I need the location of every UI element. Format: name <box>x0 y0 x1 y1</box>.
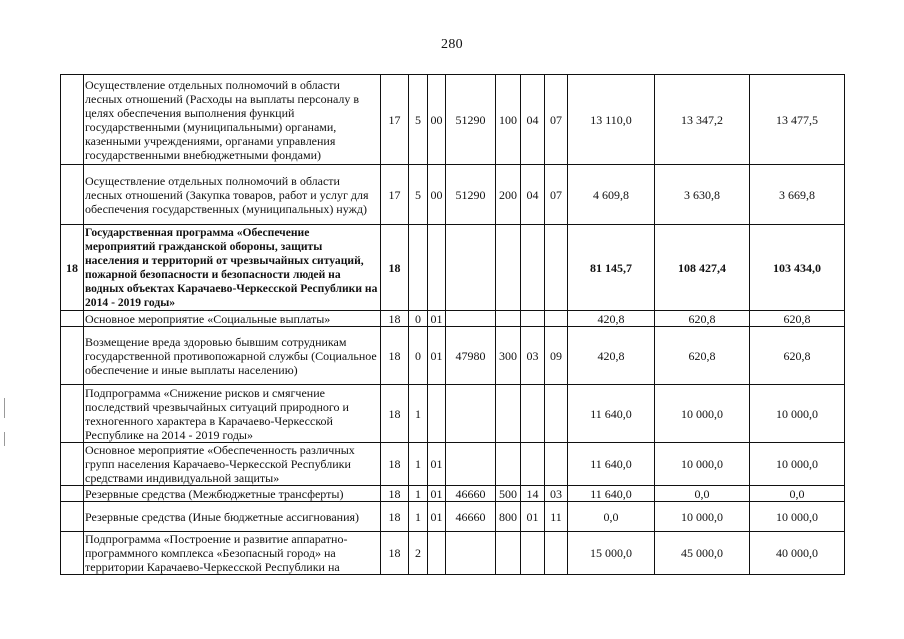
amount-2019-cell: 3 669,8 <box>750 165 845 225</box>
subsection-cell: 07 <box>545 165 568 225</box>
amount-2017-cell: 11 640,0 <box>568 486 655 502</box>
program-name-cell: Резервные средства (Иные бюджетные ассигнования) <box>84 502 381 532</box>
subsection-cell <box>545 532 568 575</box>
subsection-cell: 07 <box>545 75 568 165</box>
amount-2017-cell: 11 640,0 <box>568 443 655 486</box>
subprogram-code-cell: 5 <box>409 165 428 225</box>
row-number-cell <box>61 311 84 327</box>
amount-2018-cell: 620,8 <box>655 327 750 385</box>
row-number-cell <box>61 443 84 486</box>
subsection-cell <box>545 311 568 327</box>
subprogram-code-cell: 5 <box>409 75 428 165</box>
amount-2018-cell: 45 000,0 <box>655 532 750 575</box>
amount-2019-cell: 620,8 <box>750 311 845 327</box>
section-cell <box>521 532 545 575</box>
subsection-cell: 11 <box>545 502 568 532</box>
subsection-cell <box>545 225 568 311</box>
amount-2019-cell: 620,8 <box>750 327 845 385</box>
main-activity-code-cell: 01 <box>428 502 446 532</box>
program-name-cell: Осуществление отдельных полномочий в области лесных отношений (Закупка товаров, работ и услуг для обеспечения государственных (муниципальных) нужд) <box>84 165 381 225</box>
program-code-cell: 18 <box>381 532 409 575</box>
section-cell <box>521 225 545 311</box>
expense-type-cell <box>496 311 521 327</box>
amount-2017-cell: 420,8 <box>568 327 655 385</box>
amount-2019-cell: 10 000,0 <box>750 443 845 486</box>
row-number-cell <box>61 385 84 443</box>
section-cell: 01 <box>521 502 545 532</box>
table-row <box>61 311 845 327</box>
main-activity-code-cell: 01 <box>428 486 446 502</box>
main-activity-code-cell: 01 <box>428 311 446 327</box>
amount-2018-cell: 3 630,8 <box>655 165 750 225</box>
program-code-cell: 17 <box>381 165 409 225</box>
amount-2019-cell: 103 434,0 <box>750 225 845 311</box>
main-activity-code-cell: 01 <box>428 443 446 486</box>
amount-2017-cell: 420,8 <box>568 311 655 327</box>
program-name-cell: Возмещение вреда здоровью бывшим сотрудникам государственной противопожарной службы (Социальное обеспечение и иные выплаты населению) <box>84 327 381 385</box>
table-row <box>61 327 845 385</box>
amount-2019-cell: 10 000,0 <box>750 385 845 443</box>
table-row <box>61 532 845 575</box>
direction-code-cell: 51290 <box>446 165 496 225</box>
expense-type-cell <box>496 225 521 311</box>
subprogram-code-cell: 1 <box>409 385 428 443</box>
table-row <box>61 75 845 165</box>
direction-code-cell <box>446 385 496 443</box>
row-number-cell <box>61 165 84 225</box>
expense-type-cell: 500 <box>496 486 521 502</box>
main-activity-code-cell: 00 <box>428 75 446 165</box>
table-row <box>61 502 845 532</box>
table-row <box>61 385 845 443</box>
subprogram-code-cell: 1 <box>409 486 428 502</box>
amount-2018-cell: 10 000,0 <box>655 443 750 486</box>
table-row <box>61 165 845 225</box>
expense-type-cell: 200 <box>496 165 521 225</box>
program-code-cell: 18 <box>381 443 409 486</box>
table-row <box>61 443 845 486</box>
program-name-cell: Резервные средства (Межбюджетные трансферты) <box>84 486 381 502</box>
table-body <box>61 75 845 575</box>
amount-2019-cell: 40 000,0 <box>750 532 845 575</box>
subprogram-code-cell: 2 <box>409 532 428 575</box>
amount-2019-cell: 0,0 <box>750 486 845 502</box>
budget-table <box>60 74 845 575</box>
subprogram-code-cell: 0 <box>409 311 428 327</box>
section-cell: 03 <box>521 327 545 385</box>
program-name-cell: Подпрограмма «Снижение рисков и смягчение последствий чрезвычайных ситуаций природного и техногенного характера в Карачаево-Черкесской Республике на 2014 - 2019 годы» <box>84 385 381 443</box>
main-activity-code-cell <box>428 532 446 575</box>
program-code-cell: 18 <box>381 385 409 443</box>
subprogram-code-cell: 0 <box>409 327 428 385</box>
row-number-cell <box>61 75 84 165</box>
expense-type-cell: 300 <box>496 327 521 385</box>
table-row <box>61 225 845 311</box>
program-code-cell: 18 <box>381 502 409 532</box>
subsection-cell: 03 <box>545 486 568 502</box>
scan-edge-mark <box>4 398 5 418</box>
section-cell <box>521 385 545 443</box>
amount-2019-cell: 13 477,5 <box>750 75 845 165</box>
program-code-cell: 18 <box>381 311 409 327</box>
amount-2017-cell: 11 640,0 <box>568 385 655 443</box>
subsection-cell <box>545 385 568 443</box>
subprogram-code-cell: 1 <box>409 443 428 486</box>
amount-2017-cell: 81 145,7 <box>568 225 655 311</box>
row-number-cell <box>61 486 84 502</box>
program-code-cell: 17 <box>381 75 409 165</box>
amount-2017-cell: 13 110,0 <box>568 75 655 165</box>
section-cell: 04 <box>521 75 545 165</box>
section-cell: 14 <box>521 486 545 502</box>
direction-code-cell: 46660 <box>446 502 496 532</box>
direction-code-cell <box>446 311 496 327</box>
row-number-cell: 18 <box>61 225 84 311</box>
direction-code-cell: 51290 <box>446 75 496 165</box>
main-activity-code-cell: 00 <box>428 165 446 225</box>
amount-2018-cell: 0,0 <box>655 486 750 502</box>
expense-type-cell <box>496 385 521 443</box>
program-name-cell: Основное мероприятие «Социальные выплаты» <box>84 311 381 327</box>
amount-2017-cell: 15 000,0 <box>568 532 655 575</box>
expense-type-cell <box>496 443 521 486</box>
direction-code-cell <box>446 443 496 486</box>
expense-type-cell: 100 <box>496 75 521 165</box>
row-number-cell <box>61 532 84 575</box>
subprogram-code-cell <box>409 225 428 311</box>
page-number: 280 <box>441 37 463 52</box>
row-number-cell <box>61 502 84 532</box>
program-name-cell: Основное мероприятие «Обеспеченность различных групп населения Карачаево-Черкесской Республики средствами индивидуальной защиты» <box>84 443 381 486</box>
section-cell <box>521 311 545 327</box>
amount-2018-cell: 10 000,0 <box>655 385 750 443</box>
program-name-cell: Государственная программа «Обеспечение мероприятий гражданской обороны, защиты населения и территорий от чрезвычайных ситуаций, пожарной безопасности и безопасности людей на водных объектах Карачаево-Черкесской Республики на 2014 - 2019 годы» <box>84 225 381 311</box>
program-name-cell: Осуществление отдельных полномочий в области лесных отношений (Расходы на выплаты персоналу в целях обеспечения выполнения функций государственными (муниципальными) органами, казенными учреждениями, органами управления государственными внебюджетными фондами) <box>84 75 381 165</box>
direction-code-cell <box>446 532 496 575</box>
section-cell <box>521 443 545 486</box>
amount-2017-cell: 4 609,8 <box>568 165 655 225</box>
subsection-cell <box>545 443 568 486</box>
expense-type-cell: 800 <box>496 502 521 532</box>
program-code-cell: 18 <box>381 486 409 502</box>
main-activity-code-cell <box>428 225 446 311</box>
direction-code-cell: 46660 <box>446 486 496 502</box>
program-name-cell: Подпрограмма «Построение и развитие аппаратно-программного комплекса «Безопасный город» на территории Карачаево-Черкесской Республики на <box>84 532 381 575</box>
scan-edge-mark <box>4 432 5 446</box>
amount-2017-cell: 0,0 <box>568 502 655 532</box>
amount-2018-cell: 13 347,2 <box>655 75 750 165</box>
subsection-cell: 09 <box>545 327 568 385</box>
direction-code-cell <box>446 225 496 311</box>
program-code-cell: 18 <box>381 225 409 311</box>
table-row <box>61 486 845 502</box>
amount-2018-cell: 10 000,0 <box>655 502 750 532</box>
main-activity-code-cell <box>428 385 446 443</box>
amount-2019-cell: 10 000,0 <box>750 502 845 532</box>
amount-2018-cell: 108 427,4 <box>655 225 750 311</box>
subprogram-code-cell: 1 <box>409 502 428 532</box>
expense-type-cell <box>496 532 521 575</box>
amount-2018-cell: 620,8 <box>655 311 750 327</box>
row-number-cell <box>61 327 84 385</box>
direction-code-cell: 47980 <box>446 327 496 385</box>
section-cell: 04 <box>521 165 545 225</box>
program-code-cell: 18 <box>381 327 409 385</box>
main-activity-code-cell: 01 <box>428 327 446 385</box>
